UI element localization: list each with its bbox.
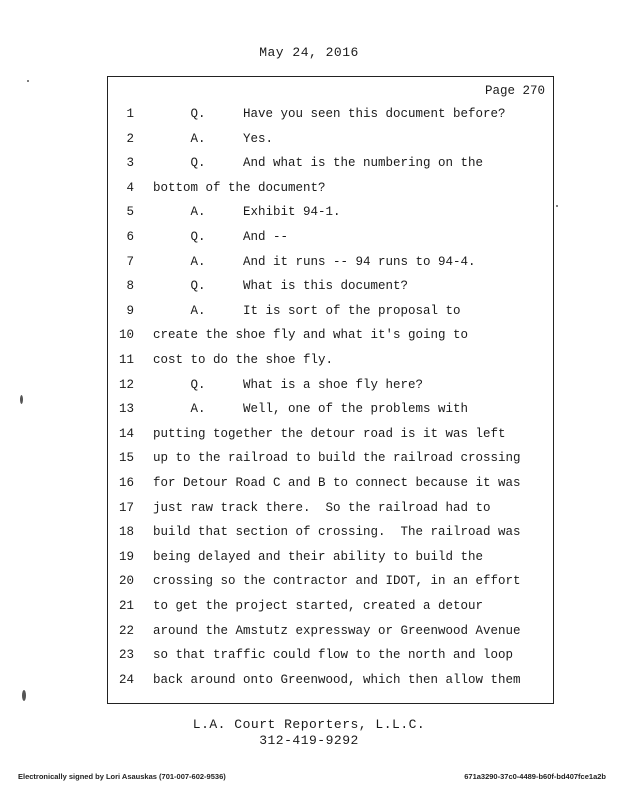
transcript-page	[107, 76, 554, 704]
scan-speck	[20, 395, 23, 404]
transcript-line	[108, 127, 553, 152]
line-number: 4	[126, 180, 134, 195]
electronic-signature: Electronically signed by Lori Asauskas (701-007-602-9536)	[18, 772, 226, 781]
transcript-line	[108, 225, 553, 250]
line-number: 8	[126, 279, 134, 294]
transcript-line	[108, 373, 553, 398]
transcript-line	[108, 274, 553, 299]
line-number: 1	[126, 107, 134, 121]
line-text: build that section of crossing. The railroad was	[153, 525, 521, 540]
transcript-line	[108, 102, 553, 127]
transcript-line	[108, 422, 553, 447]
document-id: 671a3290-37c0-4489-b60f-bd407fce1a2b	[464, 772, 606, 781]
transcript-line	[108, 200, 553, 225]
deposition-date: May 24, 2016	[259, 45, 359, 60]
line-number: 19	[118, 549, 134, 564]
line-text: just raw track there. So the railroad had to	[153, 500, 491, 515]
scan-speck	[22, 690, 26, 701]
line-number: 16	[118, 476, 134, 490]
line-text: Q. And what is the numbering on the	[153, 156, 484, 171]
transcript-line	[108, 668, 553, 693]
line-number: 23	[118, 648, 134, 663]
line-text: create the shoe fly and what it's going to	[153, 328, 469, 343]
transcript-line	[108, 520, 553, 545]
line-number: 18	[118, 525, 134, 540]
line-number: 22	[118, 623, 134, 638]
line-number: 24	[118, 672, 134, 687]
transcript-line	[108, 545, 553, 570]
transcript-line	[108, 569, 553, 594]
scan-speck	[27, 80, 29, 82]
line-number: 6	[126, 230, 134, 244]
line-number: 11	[118, 353, 134, 367]
line-number: 20	[118, 574, 134, 589]
transcript-line	[108, 397, 553, 422]
transcript-line	[108, 348, 553, 373]
line-text: for Detour Road C and B to connect because it was	[153, 476, 521, 490]
line-number: 13	[118, 402, 134, 417]
line-text: so that traffic could flow to the north and loop	[153, 648, 514, 663]
line-number: 3	[126, 156, 134, 171]
line-text: A. Yes.	[153, 131, 274, 146]
line-text: being delayed and their ability to build the	[153, 549, 484, 564]
line-number: 7	[126, 254, 134, 269]
line-number: 9	[126, 303, 134, 318]
transcript-line	[108, 496, 553, 521]
reporter-phone: 312-419-9292	[259, 733, 359, 748]
transcript-line	[108, 299, 553, 324]
transcript-line	[108, 471, 553, 496]
reporter-name: L.A. Court Reporters, L.L.C.	[192, 717, 426, 732]
line-text: A. And it runs -- 94 runs to 94-4.	[153, 254, 476, 269]
line-text: Q. And --	[153, 230, 289, 244]
line-number: 21	[118, 599, 134, 613]
line-number: 10	[118, 328, 134, 343]
transcript-line	[108, 594, 553, 619]
line-text: putting together the detour road is it was left	[153, 426, 506, 441]
line-text: A. It is sort of the proposal to	[153, 303, 461, 318]
line-text: Q. What is a shoe fly here?	[153, 377, 424, 392]
line-text: Q. Have you seen this document before?	[153, 107, 506, 121]
scan-speck	[556, 205, 558, 207]
transcript-line	[108, 176, 553, 201]
transcript-line	[108, 619, 553, 644]
line-text: back around onto Greenwood, which then allow them	[153, 672, 521, 687]
line-text: Q. What is this document?	[153, 279, 409, 294]
line-number: 5	[126, 205, 134, 220]
court-reporter-info	[0, 717, 618, 749]
line-text: bottom of the document?	[153, 180, 326, 195]
transcript-line	[108, 151, 553, 176]
line-number: 15	[118, 451, 134, 466]
line-text: A. Well, one of the problems with	[153, 402, 469, 417]
line-text: to get the project started, created a detour	[153, 599, 484, 613]
line-text: crossing so the contractor and IDOT, in an effort	[153, 574, 521, 589]
line-number: 17	[118, 500, 134, 515]
line-number: 14	[118, 426, 134, 441]
line-text: up to the railroad to build the railroad crossing	[153, 451, 521, 466]
line-number: 12	[118, 377, 134, 392]
transcript-line	[108, 250, 553, 275]
line-number: 2	[126, 131, 134, 146]
transcript-line	[108, 643, 553, 668]
page-number: Page 270	[484, 84, 545, 98]
transcript-line	[108, 323, 553, 348]
line-text: cost to do the shoe fly.	[153, 353, 334, 367]
line-text: around the Amstutz expressway or Greenwood Avenue	[153, 623, 521, 638]
line-text: A. Exhibit 94-1.	[153, 205, 341, 220]
transcript-line	[108, 446, 553, 471]
